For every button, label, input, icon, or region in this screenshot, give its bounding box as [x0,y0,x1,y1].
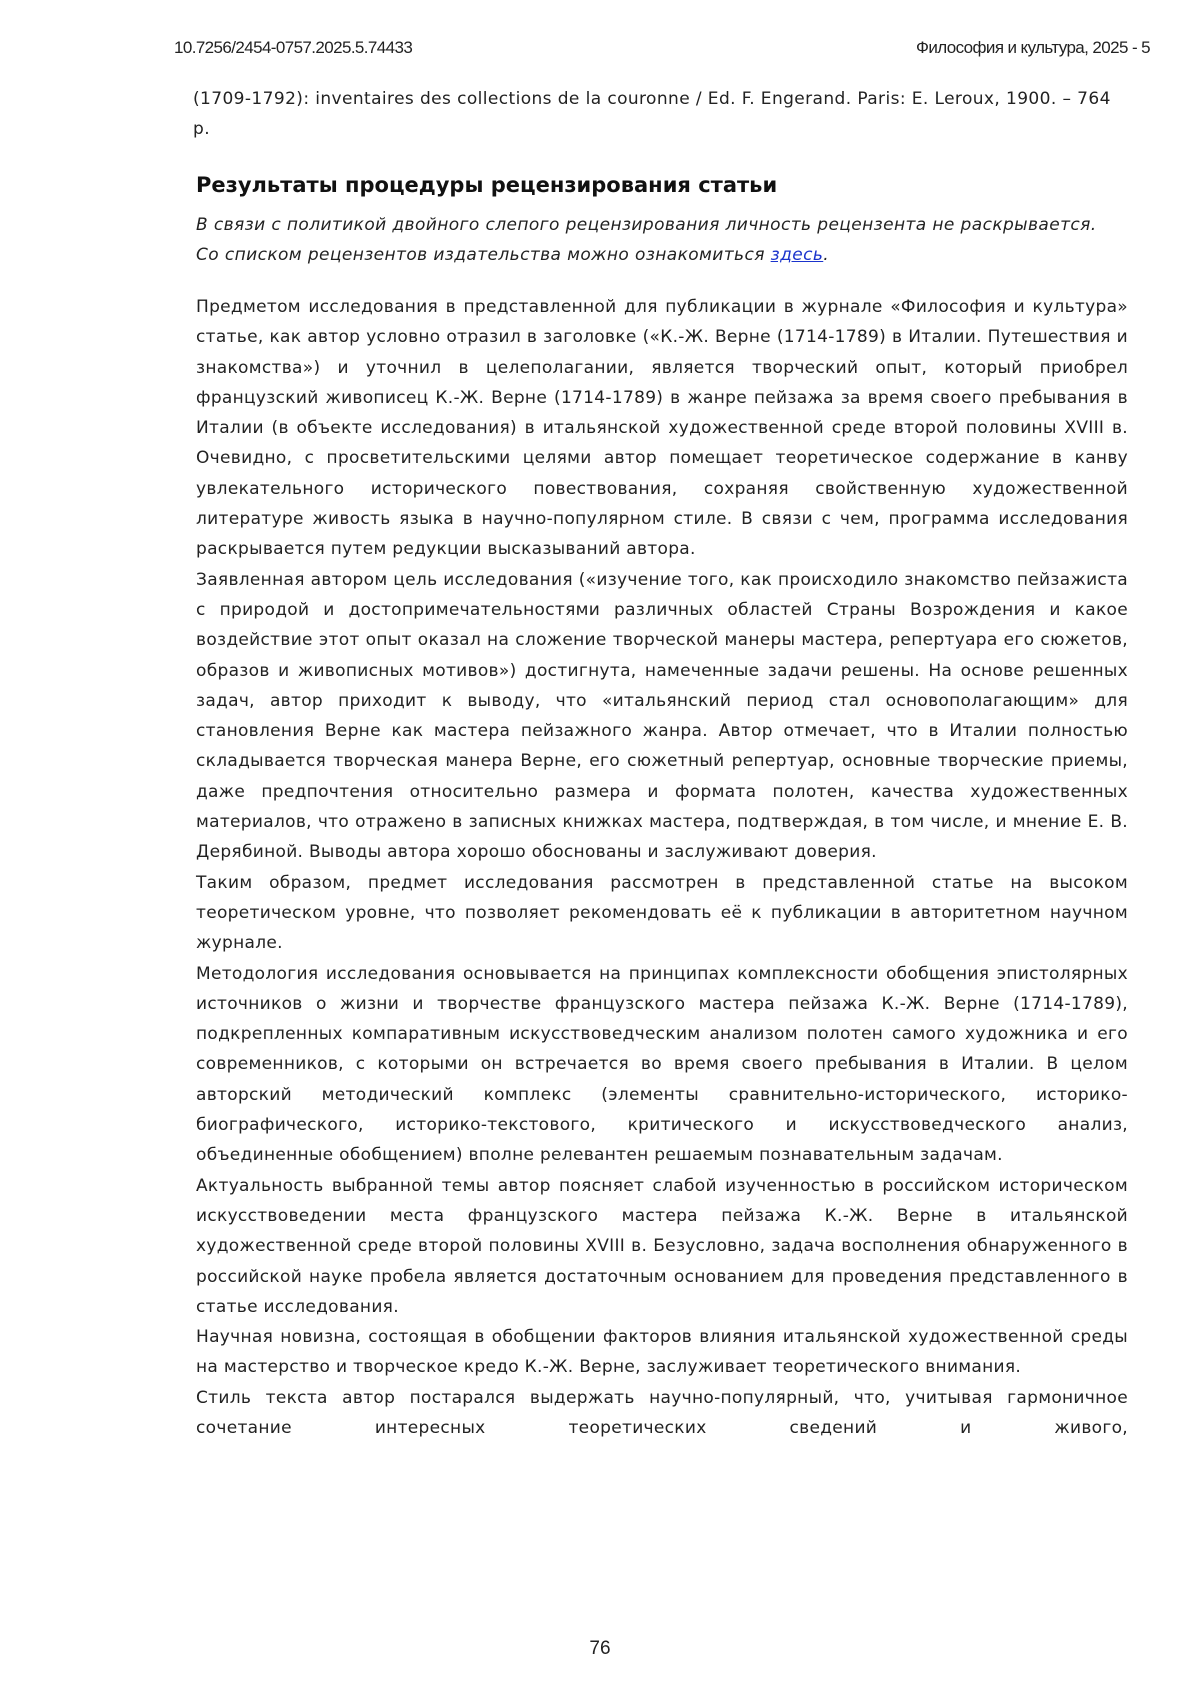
review-body [196,292,1128,1443]
review-paragraph-methodology: Методология исследования основывается на принципах комплексности обобщения эпистолярных источников о жизни и творчестве французского мастера пейзажа К.-Ж. Верне (1714-1789), подкрепленных компаративным искусствоведческим анализом полотен самого художника и его современников, с которыми он встречается во время своего пребывания в Италии. В целом авторский методический комплекс (элементы сравнительно-исторического, историко-биографического, историко-текстового, критического и искусствоведческого анализ, объединенные обобщением) вполне релевантен решаемым познавательным задачам. [196,963,1128,1166]
journal-issue-label: Философия и культура, 2025 - 5 [916,38,1150,57]
review-paragraph-style: Стиль текста автор постарался выдержать научно-популярный, что, учитывая гармоничное сочетание интересных теоретических сведений и живого, [196,1387,1128,1438]
doi-label: 10.7256/2454-0757.2025.5.74433 [174,38,413,57]
note-period: . [823,245,830,265]
note-line-anonymity: В связи с политикой двойного слепого рецензирования личность рецензента не раскрывается. [196,215,1097,235]
review-paragraph-subject: Предметом исследования в представленной для публикации в журнале «Философия и культура» статье, как автор условно отразил в заголовке («К.-Ж. Верне (1714-1789) в Италии. Путешествия и знакомства») и уточнил в целеполагании, является творческий опыт, который приобрел французский живописец К.-Ж. Верне (1714-1789) в жанре пейзажа за время своего пребывания в Италии (в объекте исследования) в итальянской художественной среде второй половины XVIII в. Очевидно, с просветительскими целями автор помещает теоретическое содержание в канву увлекательного исторического повествования, сохраняя свойственную художественной литературе живость языка в научно-популярном стиле. В связи с чем, программа исследования раскрывается путем редукции высказываний автора. [196,297,1128,560]
review-policy-note [196,210,1128,270]
page-number: 76 [589,1638,611,1659]
review-paragraph-novelty: Научная новизна, состоящая в обобщении факторов влияния итальянской художественной среды на мастерство и творческое кредо К.-Ж. Верне, заслуживает теоретического внимания. [196,1327,1128,1378]
page-content [193,84,1128,1443]
review-paragraph-conclusion: Таким образом, предмет исследования рассмотрен в представленной статье на высоком теоретическом уровне, что позволяет рекомендовать её к публикации в авторитетном научном журнале. [196,872,1128,954]
running-header [174,38,1150,62]
review-paragraph-goal: Заявленная автором цель исследования («изучение того, как происходило знакомство пейзажиста с природой и достопримечательностями различных областей Страны Возрождения и какое воздействие этот опыт оказал на сложение творческой манеры мастера, репертуара его сюжетов, образов и живописных мотивов») достигнута, намеченные задачи решены. На основе решенных задач, автор приходит к выводу, что «итальянский период стал основополагающим» для становления Верне как мастера пейзажного жанра. Автор отмечает, что в Италии полностью складывается творческая манера Верне, его сюжетный репертуар, основные творческие приемы, даже предпочтения относительно размера и формата полотен, качества художественных материалов, что отражено в записных книжках мастера, подтверждая, в том числе, и мнение Е. В. Дерябиной. Выводы автора хорошо обоснованы и заслуживают доверия. [196,569,1128,863]
section-title: Результаты процедуры рецензирования статьи [196,173,778,197]
note-line-reviewers [196,240,1128,270]
note-reviewers-text: Со списком рецензентов издательства можно ознакомиться [196,245,771,265]
reviewers-list-link[interactable]: здесь [770,245,824,265]
reference-continuation: (1709-1792): inventaires des collections de la couronne / Ed. F. Engerand. Paris: E. Leroux, 1900. – 764 p. [193,89,1111,139]
review-paragraph-relevance: Актуальность выбранной темы автор поясняет слабой изученностью в российском историческом искусствоведении места французского мастера пейзажа К.-Ж. Верне в итальянской художественной среде второй половины XVIII в. Безусловно, задача восполнения обнаруженного в российской науке пробела является достаточным основанием для проведения представленного в статье исследования. [196,1175,1128,1317]
